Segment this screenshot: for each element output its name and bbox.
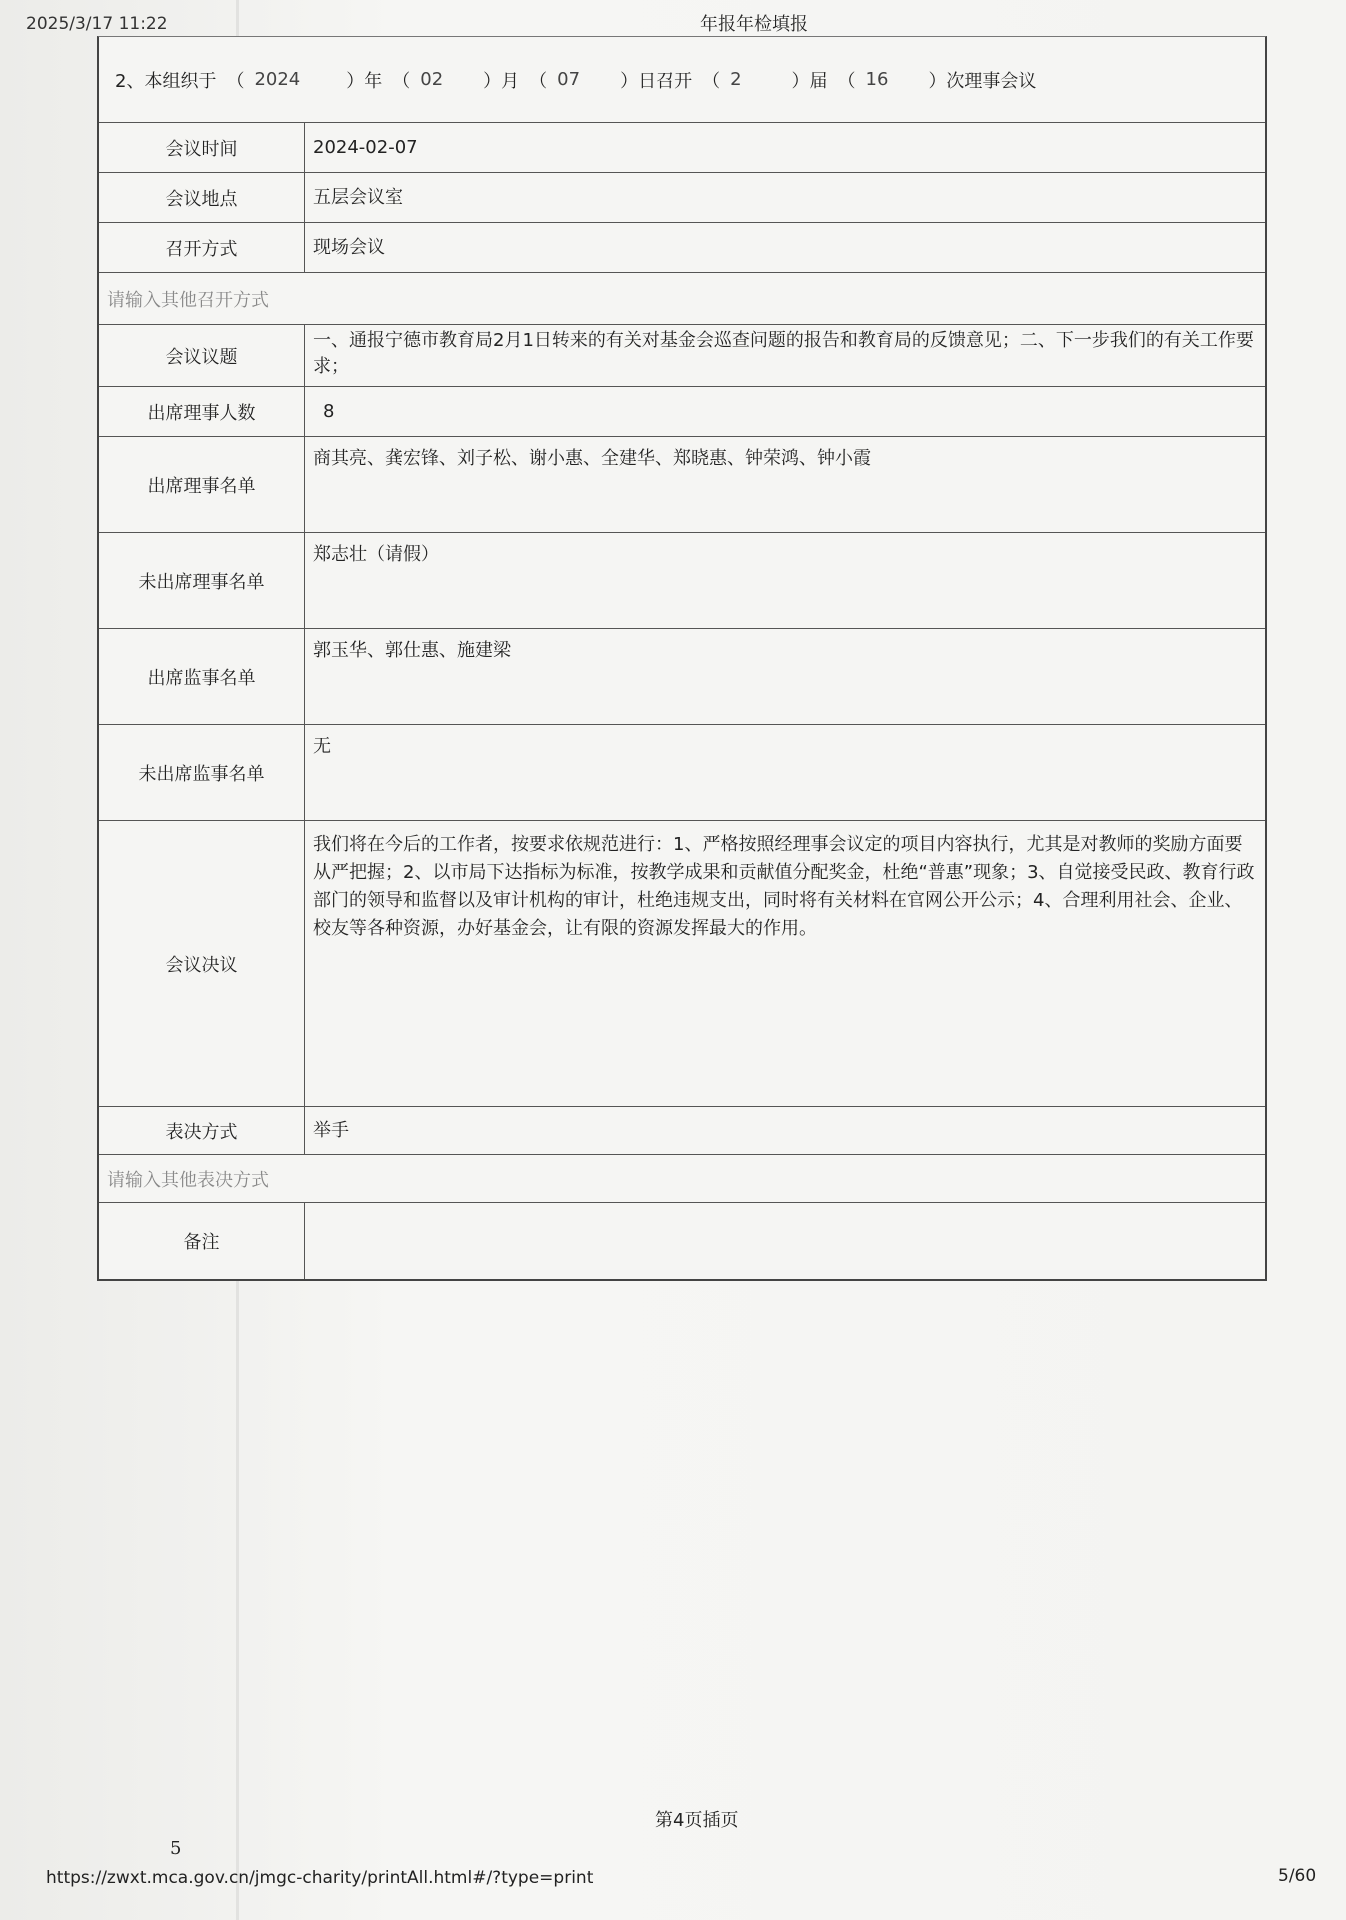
row-absent-supervisors — [99, 725, 1265, 821]
print-datetime: 2025/3/17 11:22 — [26, 14, 168, 34]
number-open: （ — [837, 70, 856, 92]
label-method: 召开方式 — [99, 223, 305, 272]
meeting-heading — [99, 37, 1265, 123]
month-label: ）月 — [483, 70, 520, 92]
topic-field[interactable]: 一、通报宁德市教育局2月1日转来的有关对基金会巡查问题的报告和教育局的反馈意见；二、下一步我们的有关工作要求； — [313, 330, 1254, 377]
number-field[interactable]: 16 — [865, 69, 889, 90]
row-supervisors — [99, 629, 1265, 725]
year-field[interactable]: 2024 — [254, 69, 301, 90]
year-label: ）年 — [346, 70, 383, 92]
row-topic — [99, 325, 1265, 387]
day-open: （ — [529, 70, 548, 92]
row-method — [99, 223, 1265, 273]
row-attend-count — [99, 387, 1265, 437]
row-vote — [99, 1107, 1265, 1155]
month-field[interactable]: 02 — [420, 69, 444, 90]
vote-field[interactable]: 举手 — [313, 1120, 349, 1141]
supervisors-field[interactable]: 郭玉华、郭仕惠、施建梁 — [313, 640, 511, 661]
label-vote: 表决方式 — [99, 1107, 305, 1154]
row-place — [99, 173, 1265, 223]
place-field[interactable]: 五层会议室 — [313, 187, 403, 208]
remark-field[interactable] — [305, 1203, 1265, 1279]
label-supervisors: 出席监事名单 — [99, 629, 305, 724]
time-field[interactable]: 2024-02-07 — [313, 137, 418, 158]
day-field[interactable]: 07 — [557, 69, 581, 90]
row-time — [99, 123, 1265, 173]
label-attend-list: 出席理事名单 — [99, 437, 305, 532]
attend-list-field[interactable]: 商其亮、龚宏锋、刘子松、谢小惠、全建华、郑晓惠、钟荣鸿、钟小霞 — [313, 448, 871, 469]
absent-supervisors-field[interactable]: 无 — [313, 736, 331, 757]
label-absent-supervisors: 未出席监事名单 — [99, 725, 305, 820]
label-resolution: 会议决议 — [99, 821, 305, 1106]
other-method-input[interactable]: 请输入其他召开方式 — [107, 289, 269, 311]
resolution-field[interactable]: 我们将在今后的工作者，按要求依规范进行：1、严格按照经理事会议定的项目内容执行，尤其是对教师的奖励方面要从严把握；2、以市局下达指标为标准，按教学成果和贡献值分配奖金，杜绝“普惠”现象；3、自觉接受民政、教育行政部门的领导和监督以及审计机构的审计，杜绝违规支出，同时将有关材料在官网公开公示；4、合理利用社会、企业、校友等各种资源，办好基金会，让有限的资源发挥最大的作用。 — [313, 834, 1255, 939]
handwritten-page-number: 5 — [170, 1838, 182, 1859]
row-absent-list — [99, 533, 1265, 629]
label-remark: 备注 — [99, 1203, 305, 1279]
row-other-vote — [99, 1155, 1265, 1203]
page-title: 年报年检填报 — [700, 14, 808, 35]
row-attend-list — [99, 437, 1265, 533]
heading-prefix: 2、本组织于 — [115, 70, 217, 92]
absent-list-field[interactable]: 郑志壮（请假） — [313, 544, 439, 565]
label-time: 会议时间 — [99, 123, 305, 172]
year-open: （ — [226, 70, 245, 92]
attend-count-field[interactable]: 8 — [323, 401, 335, 422]
label-absent-list: 未出席理事名单 — [99, 533, 305, 628]
session-field[interactable]: 2 — [730, 69, 742, 90]
session-label: ）届 — [791, 70, 828, 92]
row-other-method — [99, 273, 1265, 325]
meeting-form — [97, 36, 1267, 1281]
print-url: https://zwxt.mca.gov.cn/jmgc-charity/printAll.html#/?type=print — [46, 1868, 594, 1888]
other-vote-input[interactable]: 请输入其他表决方式 — [107, 1169, 269, 1191]
month-open: （ — [392, 70, 411, 92]
print-page-count: 5/60 — [1278, 1866, 1317, 1886]
row-remark — [99, 1203, 1265, 1279]
label-place: 会议地点 — [99, 173, 305, 222]
day-label: ）日召开 — [620, 70, 693, 92]
session-open: （ — [702, 70, 721, 92]
insert-page-label: 第4页插页 — [655, 1810, 739, 1831]
method-field[interactable]: 现场会议 — [313, 237, 385, 258]
number-label: ）次理事会议 — [928, 70, 1037, 92]
row-resolution — [99, 821, 1265, 1107]
label-attend-count: 出席理事人数 — [99, 387, 305, 436]
label-topic: 会议议题 — [99, 325, 305, 386]
